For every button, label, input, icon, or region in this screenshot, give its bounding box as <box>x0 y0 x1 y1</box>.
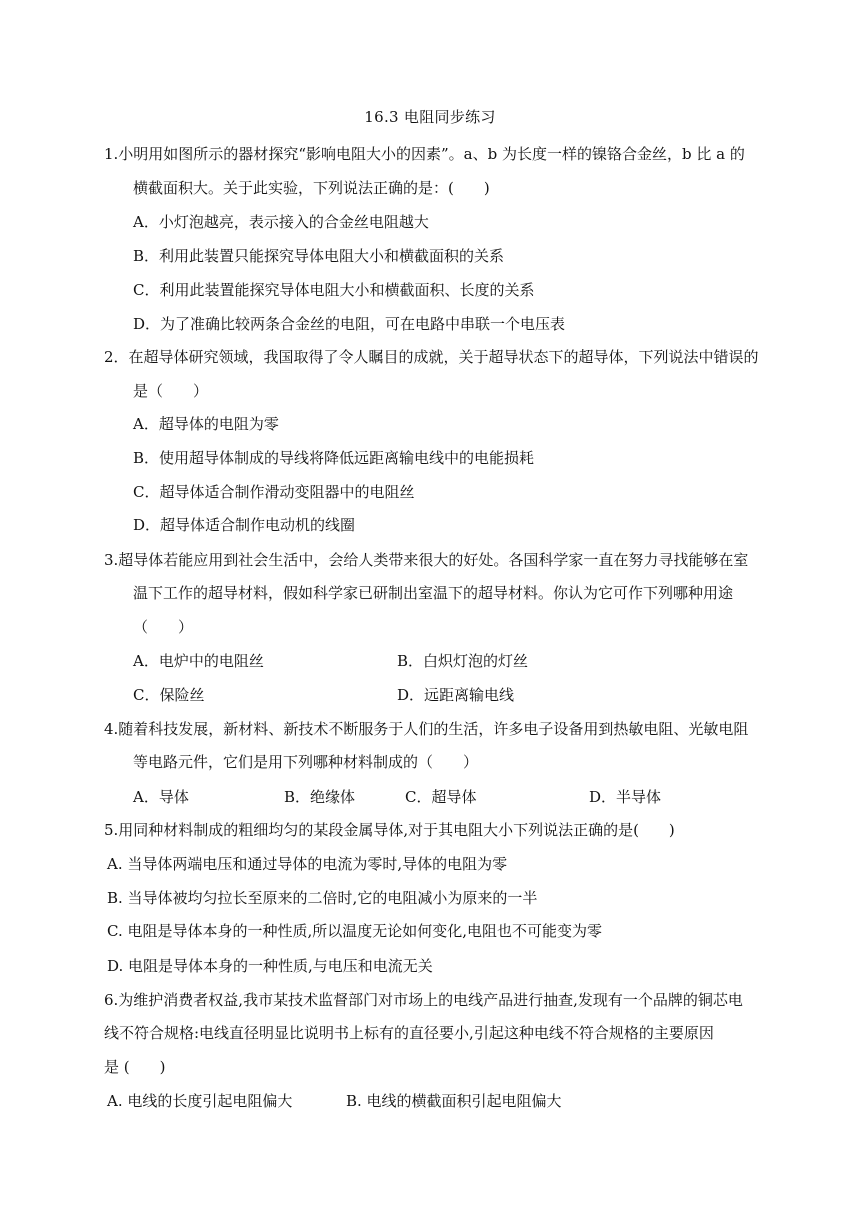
question-3-stem-line-2: 温下工作的超导材料，假如科学家已研制出室温下的超导材料。你认为它可作下列哪种用途 <box>133 584 734 602</box>
question-6-option-a: A. 电线的长度引起电阻偏大 <box>107 1092 293 1110</box>
question-3-option-d: D．远距离输电线 <box>397 686 515 704</box>
question-4-option-c: C．超导体 <box>405 788 477 806</box>
question-1-stem-line-1: 1.小明用如图所示的器材探究“影响电阻大小的因素”。a、b 为长度一样的镍铬合金丝，b 比 a 的 <box>104 145 745 163</box>
question-4-option-a: A．导体 <box>133 788 189 806</box>
question-5-option-b: B. 当导体被均匀拉长至原来的二倍时,它的电阻减小为原来的一半 <box>107 889 538 907</box>
question-1-option-b: B．利用此装置只能探究导体电阻大小和横截面积的关系 <box>133 247 505 265</box>
question-1-stem-line-2: 横截面积大。关于此实验，下列说法正确的是：( ) <box>133 179 490 197</box>
question-1-option-d: D．为了准确比较两条合金丝的电阻，可在电路中串联一个电压表 <box>133 315 566 333</box>
question-5-option-c: C. 电阻是导体本身的一种性质,所以温度无论如何变化,电阻也不可能变为零 <box>107 922 603 940</box>
question-3-option-c: C．保险丝 <box>133 686 205 704</box>
question-3-stem-line-3: （ ） <box>133 618 194 636</box>
question-4-stem-line-1: 4.随着科技发展，新材料、新技术不断服务于人们的生活，许多电子设备用到热敏电阻、光敏电阻 <box>104 720 749 738</box>
question-4-option-d: D．半导体 <box>589 788 662 806</box>
question-6-option-b: B. 电线的横截面积引起电阻偏大 <box>346 1092 562 1110</box>
question-3-option-b: B．白炽灯泡的灯丝 <box>397 652 529 670</box>
question-4-option-b: B．绝缘体 <box>284 788 356 806</box>
question-5-option-a: A. 当导体两端电压和通过导体的电流为零时,导体的电阻为零 <box>107 855 508 873</box>
question-2-option-d: D．超导体适合制作电动机的线圈 <box>133 516 356 534</box>
question-2-option-a: A．超导体的电阻为零 <box>133 415 279 433</box>
question-6-stem-line-3: 是 ( ) <box>104 1058 166 1076</box>
question-2-option-b: B．使用超导体制成的导线将降低远距离输电线中的电能损耗 <box>133 449 535 467</box>
question-5-option-d: D. 电阻是导体本身的一种性质,与电压和电流无关 <box>107 957 433 975</box>
question-1-option-a: A．小灯泡越亮，表示接入的合金丝电阻越大 <box>133 213 429 231</box>
question-3-option-a: A．电炉中的电阻丝 <box>133 652 264 670</box>
question-1-option-c: C．利用此装置能探究导体电阻大小和横截面积、长度的关系 <box>133 281 535 299</box>
question-5-stem-line-1: 5.用同种材料制成的粗细均匀的某段金属导体,对于其电阻大小下列说法正确的是( ) <box>104 821 675 839</box>
question-4-stem-line-2: 等电路元件，它们是用下列哪种材料制成的（ ） <box>133 753 479 771</box>
question-2-option-c: C．超导体适合制作滑动变阻器中的电阻丝 <box>133 483 415 501</box>
question-6-stem-line-2: 线不符合规格:电线直径明显比说明书上标有的直径要小,引起这种电线不符合规格的主要原因 <box>104 1024 714 1042</box>
question-2-stem-line-2: 是（ ） <box>133 382 209 400</box>
page-title: 16.3 电阻同步练习 <box>364 108 496 126</box>
question-3-stem-line-1: 3.超导体若能应用到社会生活中，会给人类带来很大的好处。各国科学家一直在努力寻找能够在室 <box>104 551 749 569</box>
question-6-stem-line-1: 6.为维护消费者权益,我市某技术监督部门对市场上的电线产品进行抽查,发现有一个品牌的铜芯电 <box>104 991 743 1009</box>
question-2-stem-line-1: 2．在超导体研究领域，我国取得了令人瞩目的成就，关于超导状态下的超导体，下列说法中错误的 <box>104 348 759 366</box>
